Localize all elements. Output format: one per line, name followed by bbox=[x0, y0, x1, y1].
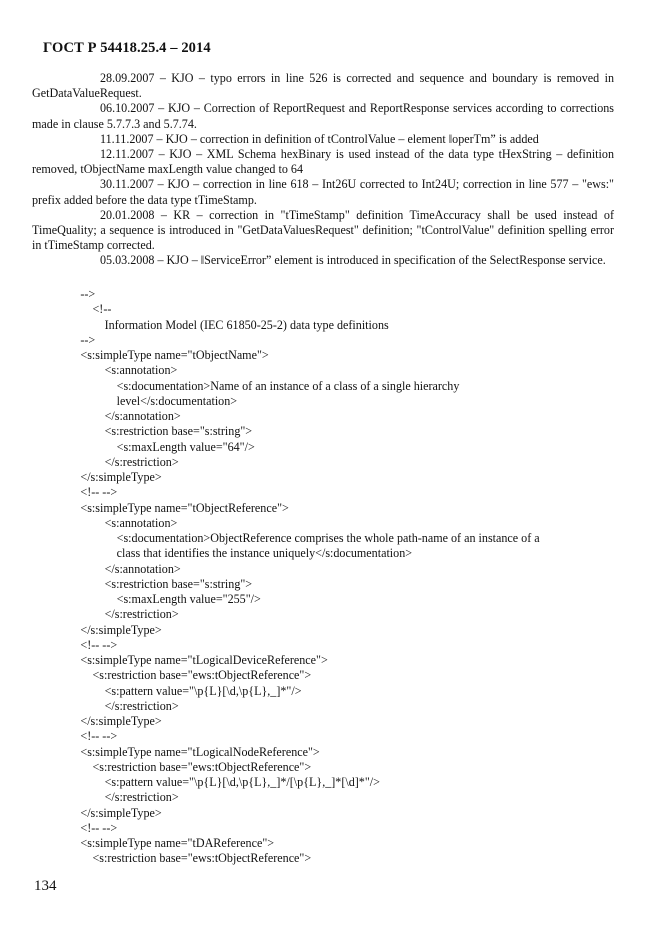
code-line: <s:restriction base="s:string"> bbox=[32, 576, 253, 591]
code-line: --> bbox=[32, 332, 96, 347]
code-line: <s:maxLength value="64"/> bbox=[32, 439, 255, 454]
history-entry: 30.11.2007 – KJO – correction in line 618 – Int26U corrected to Int24U; correction in line 577 – "ews:" prefix added before the data type tTimeStamp. bbox=[32, 177, 614, 207]
code-line: <s:restriction base="s:string"> bbox=[32, 424, 253, 439]
code-line: </s:simpleType> bbox=[32, 622, 162, 637]
code-line: <s:pattern value="\p{L}[\d,\p{L},_]*"/> bbox=[32, 683, 302, 698]
code-line: <s:simpleType name="tObjectReference"> bbox=[32, 500, 289, 515]
code-line: <s:restriction base="ews:tObjectReference"> bbox=[32, 668, 312, 683]
history-entry: 20.01.2008 – KR – correction in "tTimeStamp" definition TimeAccuracy shall be used instead of TimeQuality; a sequence is introduced in "GetDataValuesRequest" definition; "tControlValue" definition spelling error in tTimeStamp corrected. bbox=[32, 207, 614, 253]
code-line: </s:simpleType> bbox=[32, 470, 162, 484]
code-line: </s:restriction> bbox=[32, 698, 179, 713]
code-line: </s:restriction> bbox=[32, 607, 179, 622]
document-header: ГОСТ Р 54418.25.4 – 2014 bbox=[43, 40, 211, 56]
revision-history bbox=[32, 71, 614, 269]
code-line: </s:annotation> bbox=[32, 561, 181, 576]
code-line: <s:maxLength value="255"/> bbox=[32, 592, 261, 606]
code-line: <s:simpleType name="tLogicalNodeReference"> bbox=[32, 744, 320, 759]
code-line: level</s:documentation> bbox=[32, 393, 238, 408]
history-entry: 05.03.2008 – KJO – ‖ServiceError” element is introduced in specification of the SelectResponse service. bbox=[100, 253, 606, 268]
code-line: <!-- --> bbox=[32, 637, 118, 652]
code-line: </s:annotation> bbox=[32, 409, 181, 423]
code-line: --> bbox=[32, 287, 96, 301]
code-line: </s:restriction> bbox=[32, 790, 179, 805]
code-line: <!-- --> bbox=[32, 729, 118, 744]
code-line: </s:simpleType> bbox=[32, 714, 162, 728]
code-line: <!-- bbox=[32, 302, 112, 317]
history-entry: 11.11.2007 – KJO – correction in definition of tControlValue – element ‖operTm” is added bbox=[100, 131, 539, 146]
code-line: <s:simpleType name="tLogicalDeviceReference"> bbox=[32, 653, 328, 667]
code-line: <s:restriction base="ews:tObjectReference"> bbox=[32, 851, 312, 866]
code-line: <s:annotation> bbox=[32, 515, 178, 530]
code-line: </s:restriction> bbox=[32, 454, 179, 469]
code-line: <!-- --> bbox=[32, 820, 118, 835]
code-line: <s:simpleType name="tObjectName"> bbox=[32, 348, 269, 362]
code-line: <s:documentation>Name of an instance of a class of a single hierarchy bbox=[32, 378, 460, 393]
code-line: class that identifies the instance uniquely</s:documentation> bbox=[32, 546, 413, 561]
code-line: <s:pattern value="\p{L}[\d,\p{L},_]*/[\p{L},_]*[\d]*"/> bbox=[32, 775, 380, 789]
code-line: <s:restriction base="ews:tObjectReference"> bbox=[32, 759, 312, 774]
code-line: </s:simpleType> bbox=[32, 805, 162, 820]
xml-schema-code bbox=[32, 287, 622, 867]
code-line: <s:simpleType name="tDAReference"> bbox=[32, 836, 275, 850]
history-entry: 28.09.2007 – KJO – typo errors in line 526 is corrected and sequence and boundary is removed in GetDataValueRequest. bbox=[32, 71, 614, 101]
code-line: <!-- --> bbox=[32, 485, 118, 500]
code-line: <s:documentation>ObjectReference comprises the whole path-name of an instance of a bbox=[32, 531, 540, 545]
history-entry: 12.11.2007 – KJO – XML Schema hexBinary is used instead of the data type tHexString – definition removed, tObjectName maxLength value changed to 64 bbox=[32, 147, 614, 177]
history-entry: 06.10.2007 – KJO – Correction of ReportRequest and ReportResponse services according to corrections made in clause 5.7.7.3 and 5.7.74. bbox=[32, 101, 614, 131]
page-number: 134 bbox=[34, 878, 57, 894]
code-line: <s:annotation> bbox=[32, 363, 178, 378]
code-line: Information Model (IEC 61850-25-2) data type definitions bbox=[32, 317, 389, 332]
